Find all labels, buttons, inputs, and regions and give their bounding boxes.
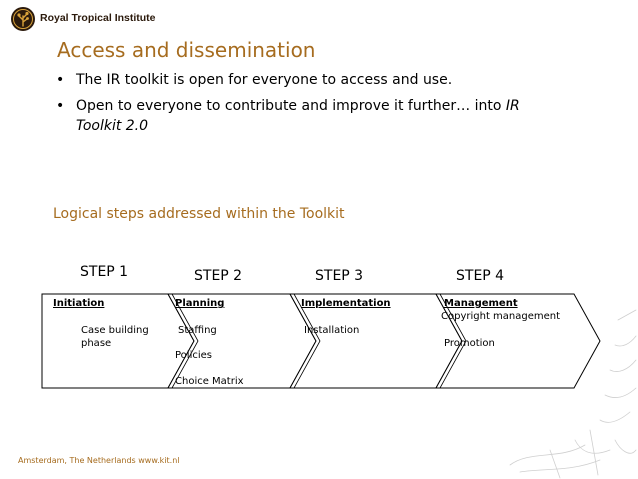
step-2-heading: Planning xyxy=(175,298,225,309)
step-4-item: Promotion xyxy=(444,338,495,349)
step-1-heading: Initiation xyxy=(53,298,105,309)
bullet-text: Open to everyone to contribute and improve it further… into xyxy=(76,98,506,114)
bullet-text: The IR toolkit is open for everyone to access and use. xyxy=(76,72,453,88)
step-1-item: Case building xyxy=(81,325,149,336)
step-3-label: STEP 3 xyxy=(315,268,364,284)
step-3-heading: Implementation xyxy=(301,298,391,309)
step-4-heading: Management xyxy=(444,298,518,309)
step-1-item: phase xyxy=(81,338,112,349)
step-2-item: Choice Matrix xyxy=(175,376,244,387)
section-subtitle: Logical steps addressed within the Toolkit xyxy=(53,206,345,222)
bullet-dot: • xyxy=(56,98,65,114)
bullet-dot: • xyxy=(56,72,65,88)
bullet-emphasis: IR Toolkit 2.0 xyxy=(76,98,520,134)
logo-text: Royal Tropical Institute xyxy=(40,12,156,24)
decorative-sketch xyxy=(490,300,638,479)
footer-text: Amsterdam, The Netherlands www.kit.nl xyxy=(18,456,180,465)
slide-title: Access and dissemination xyxy=(57,38,316,62)
step-2-label: STEP 2 xyxy=(194,268,243,284)
step-4-label: STEP 4 xyxy=(456,268,505,284)
step-4-item: Copyright management xyxy=(441,311,561,322)
step-2-item: Policies xyxy=(175,350,212,361)
step-1-label: STEP 1 xyxy=(80,264,129,280)
step-3-item: Installation xyxy=(304,325,360,336)
step-2-item: Staffing xyxy=(178,325,217,336)
